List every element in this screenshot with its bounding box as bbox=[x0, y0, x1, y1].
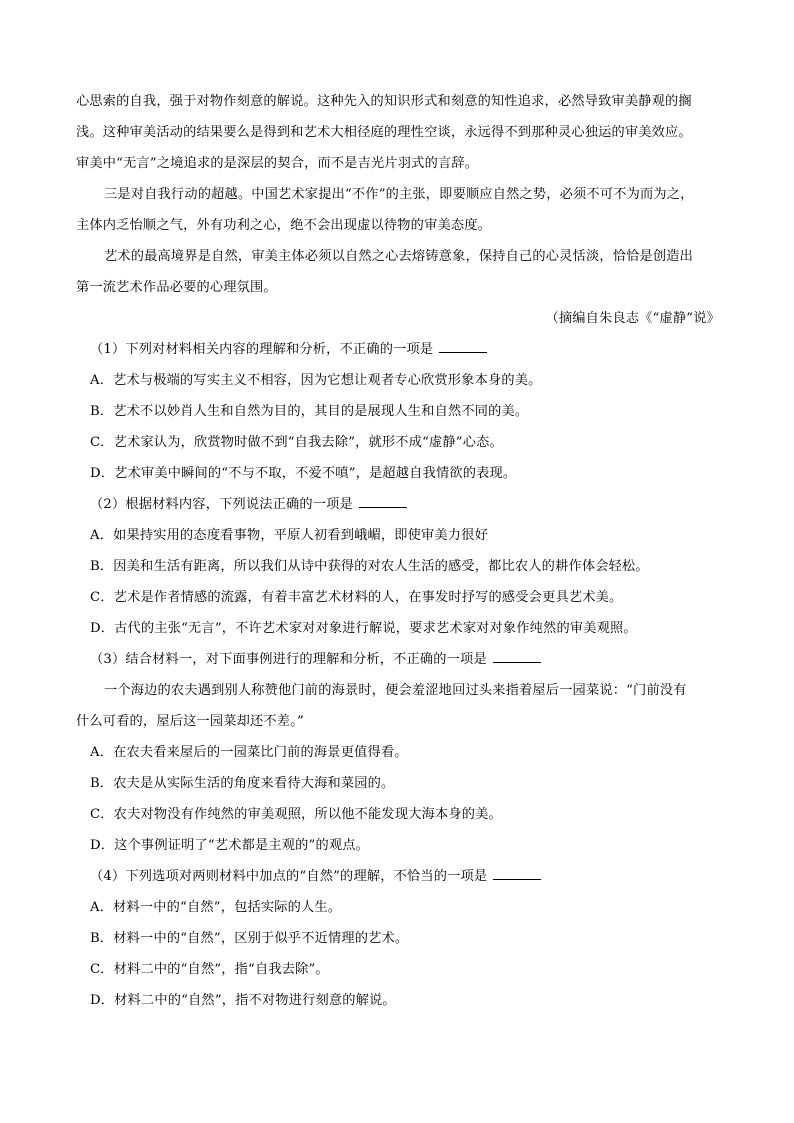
paragraph-line: 艺术的最高境界是自然，审美主体必须以自然之心去熔铸意象，保持自己的心灵恬淡，恰恰是创造出 bbox=[104, 249, 694, 264]
paragraph-line: 三是对自我行动的超越。中国艺术家提出“不作”的主张，即要顺应自然之势，必须不可不为而为之， bbox=[104, 187, 694, 202]
question-option: A．艺术与极端的写实主义不相容，因为它想让观者专心欣赏形象本身的美。 bbox=[90, 373, 542, 388]
question-stem bbox=[76, 861, 724, 892]
question-option: D．艺术审美中瞬间的“不与不取，不爱不嗔”，是超越自我情欲的表现。 bbox=[90, 466, 517, 481]
answer-blank bbox=[359, 494, 407, 508]
question-option: A．在农夫看来屋后的一园菜比门前的海景更值得看。 bbox=[90, 745, 408, 760]
question-stem-text: （2）根据材料内容，下列说法正确的一项是 bbox=[90, 497, 353, 512]
question-stem-text: （1）下列对材料相关内容的理解和分析，不正确的一项是 bbox=[90, 342, 434, 357]
paragraph-line: 主体内乏怡顺之气，外有功利之心，绝不会出现虚以待物的审美态度。 bbox=[76, 218, 492, 233]
question-option: A．材料一中的“自然”，包括实际的人生。 bbox=[90, 900, 342, 915]
question-option: B．艺术不以妙肖人生和自然为目的，其目的是展现人生和自然不同的美。 bbox=[90, 404, 529, 419]
question-stem-text: （3）结合材料一，对下面事例进行的理解和分析，不正确的一项是 bbox=[90, 652, 487, 667]
question-option: D．这个事例证明了“艺术都是主观的”的观点。 bbox=[90, 838, 370, 853]
question-option: B．农夫是从实际生活的角度来看待大海和菜园的。 bbox=[90, 776, 395, 791]
document-content bbox=[76, 86, 724, 1016]
example-line: 什么可看的，屋后这一园菜却还不差。” bbox=[76, 714, 304, 729]
question-option: C．艺术家认为，欣赏物时做不到“自我去除”，就形不成“虚静”心态。 bbox=[90, 435, 503, 450]
question-option: D．材料二中的“自然”，指不对物进行刻意的解说。 bbox=[90, 993, 396, 1008]
paragraph-line: 审美中“无言”之境追求的是深层的契合，而不是吉光片羽式的言辞。 bbox=[76, 156, 479, 171]
question-option: A．如果持实用的态度看事物，平原人初看到峨嵋，即使审美力很好 bbox=[90, 528, 488, 543]
question-option: C．农夫对物没有作纯然的审美观照，所以他不能发现大海本身的美。 bbox=[90, 807, 502, 822]
example-line: 一个海边的农夫遇到别人称赞他门前的海景时，便会羞涩地回过头来指着屋后一园菜说：“门前没有 bbox=[104, 683, 687, 698]
question-stem bbox=[76, 334, 724, 365]
question-stem bbox=[76, 644, 724, 675]
answer-blank bbox=[493, 866, 541, 880]
answer-blank bbox=[493, 649, 541, 663]
paragraph-line: 浅。这种审美活动的结果要么是得到和艺术大相径庭的理性空谈，永远得不到那种灵心独运的审美效应。 bbox=[76, 125, 692, 140]
paragraph-line: 心思索的自我，强于对物作刻意的解说。这种先入的知识形式和刻意的知性追求，必然导致审美静观的搁 bbox=[76, 94, 692, 109]
question-option: B．材料一中的“自然”，区别于似乎不近情理的艺术。 bbox=[90, 931, 409, 946]
question-stem-text: （4）下列选项对两则材料中加点的“自然”的理解，不恰当的一项是 bbox=[90, 869, 488, 884]
question-option: C．艺术是作者情感的流露，有着丰富艺术材料的人，在事发时抒写的感受会更具艺术美。 bbox=[90, 590, 623, 605]
answer-blank bbox=[439, 339, 487, 353]
question-option: C．材料二中的“自然”，指“自我去除”。 bbox=[90, 962, 329, 977]
question-stem bbox=[76, 489, 724, 520]
question-option: D．古代的主张“无言”，不许艺术家对对象进行解说，要求艺术家对对象作纯然的审美观照。 bbox=[90, 621, 637, 636]
source-citation: （摘编自朱良志《“虚静”说》 bbox=[545, 311, 720, 326]
question-option: B．因美和生活有距离，所以我们从诗中获得的对农人生活的感受，都比农人的耕作体会轻松。 bbox=[90, 559, 649, 574]
paragraph-line: 第一流艺术作品必要的心理氛围。 bbox=[76, 280, 277, 295]
